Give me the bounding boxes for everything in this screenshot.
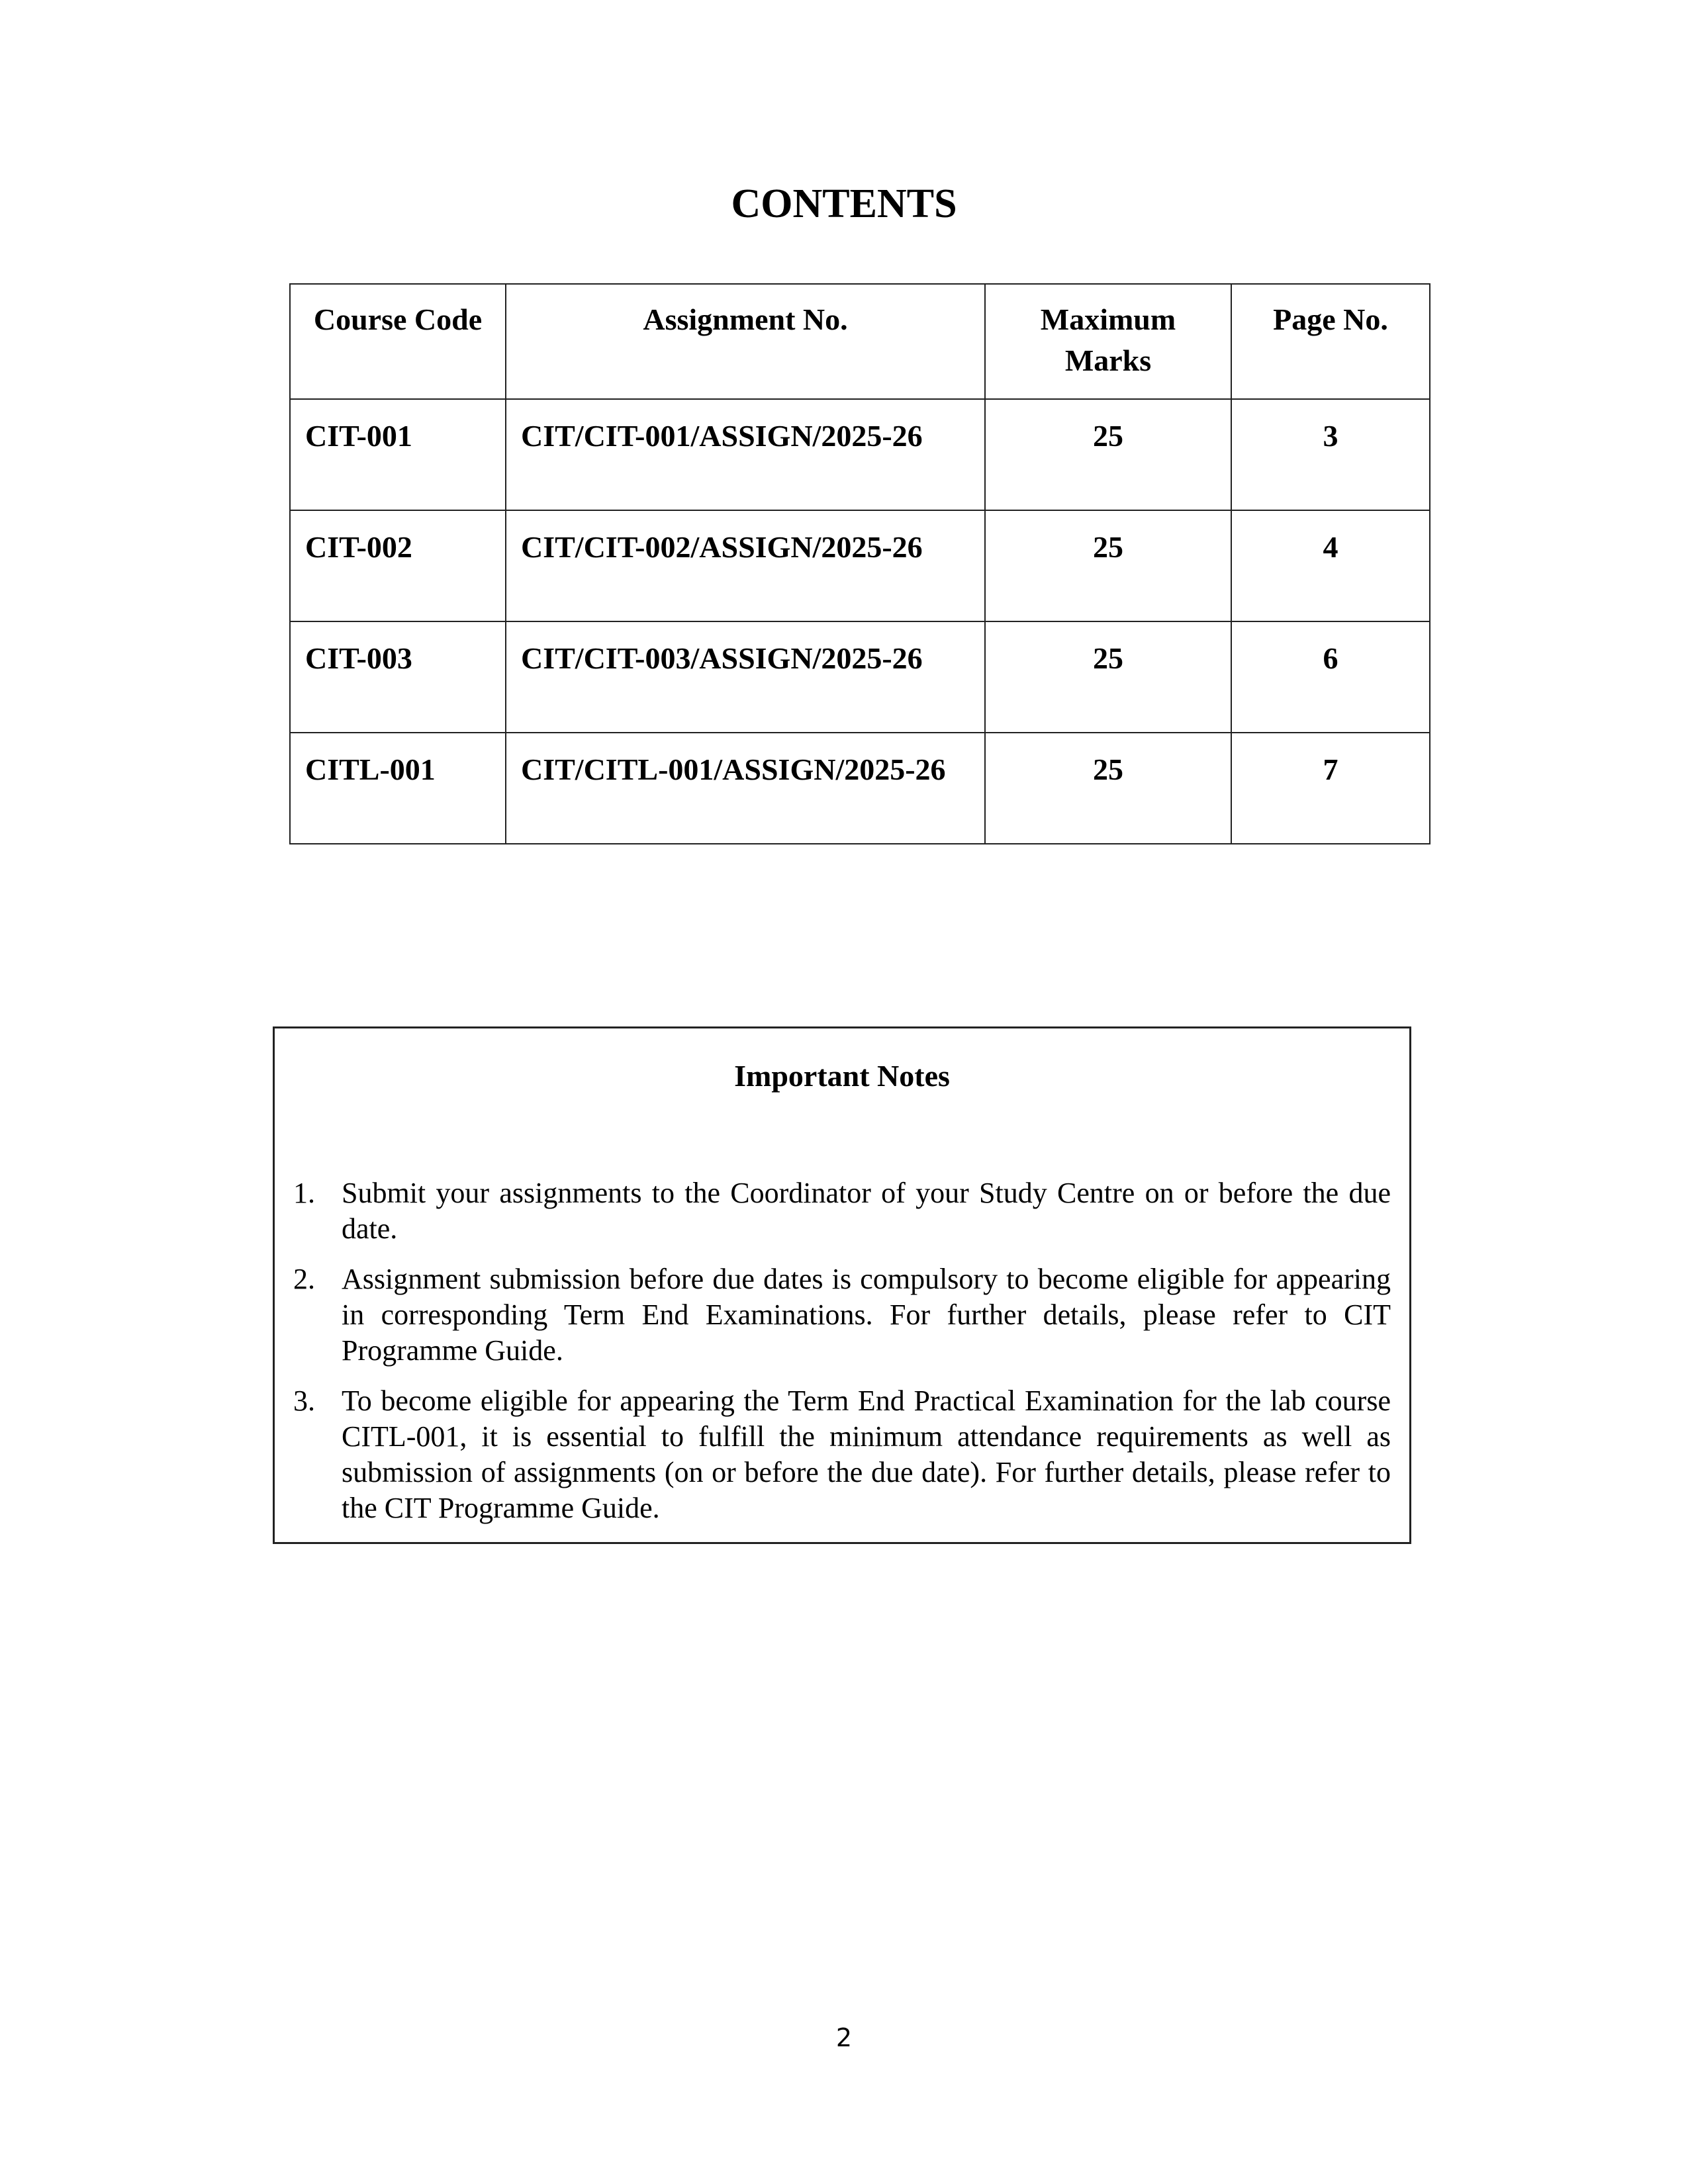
cell-assignment-no: CIT/CIT-002/ASSIGN/2025-26	[506, 510, 985, 621]
cell-page-no: 7	[1231, 733, 1430, 844]
list-item-text: Submit your assignments to the Coordinator of your Study Centre on or before the due date.	[342, 1177, 1391, 1245]
table-row	[290, 510, 1430, 621]
table-row	[290, 621, 1430, 733]
cell-page-no: 3	[1231, 399, 1430, 510]
important-notes-box	[273, 1026, 1411, 1544]
list-item-text: To become eligible for appearing the Term End Practical Examination for the lab course CITL-001, it is essential to fulfill the minimum attendance requirements as well as submission of assignments (on or before the due date). For further details, please refer to the CIT Programme Guide.	[342, 1385, 1391, 1524]
list-item-number: 3.	[293, 1385, 315, 1417]
cell-max-marks: 25	[985, 510, 1231, 621]
list-item	[293, 1383, 1391, 1526]
header-maximum-marks: Maximum Marks	[985, 284, 1231, 399]
list-item	[293, 1175, 1391, 1247]
header-page-no: Page No.	[1231, 284, 1430, 399]
header-course-code: Course Code	[290, 284, 506, 399]
cell-page-no: 4	[1231, 510, 1430, 621]
list-item-number: 2.	[293, 1263, 315, 1295]
contents-table	[289, 283, 1430, 844]
cell-assignment-no: CIT/CIT-003/ASSIGN/2025-26	[506, 621, 985, 733]
cell-assignment-no: CIT/CIT-001/ASSIGN/2025-26	[506, 399, 985, 510]
table-header-row	[290, 284, 1430, 399]
notes-title: Important Notes	[734, 1059, 950, 1093]
page-number: 2	[835, 2023, 853, 2052]
cell-course-code: CIT-001	[290, 399, 506, 510]
page-title: CONTENTS	[731, 181, 957, 226]
cell-page-no: 6	[1231, 621, 1430, 733]
header-assignment-no: Assignment No.	[506, 284, 985, 399]
cell-course-code: CIT-002	[290, 510, 506, 621]
list-item	[293, 1261, 1391, 1369]
table-row	[290, 733, 1430, 844]
table-row	[290, 399, 1430, 510]
list-item-number: 1.	[293, 1177, 315, 1209]
notes-list	[293, 1175, 1391, 1541]
cell-assignment-no: CIT/CITL-001/ASSIGN/2025-26	[506, 733, 985, 844]
list-item-text: Assignment submission before due dates is compulsory to become eligible for appearing in corresponding Term End Examinations. For further details, please refer to CIT Programme Guide.	[342, 1263, 1391, 1367]
cell-max-marks: 25	[985, 621, 1231, 733]
cell-max-marks: 25	[985, 399, 1231, 510]
cell-max-marks: 25	[985, 733, 1231, 844]
cell-course-code: CIT-003	[290, 621, 506, 733]
cell-course-code: CITL-001	[290, 733, 506, 844]
